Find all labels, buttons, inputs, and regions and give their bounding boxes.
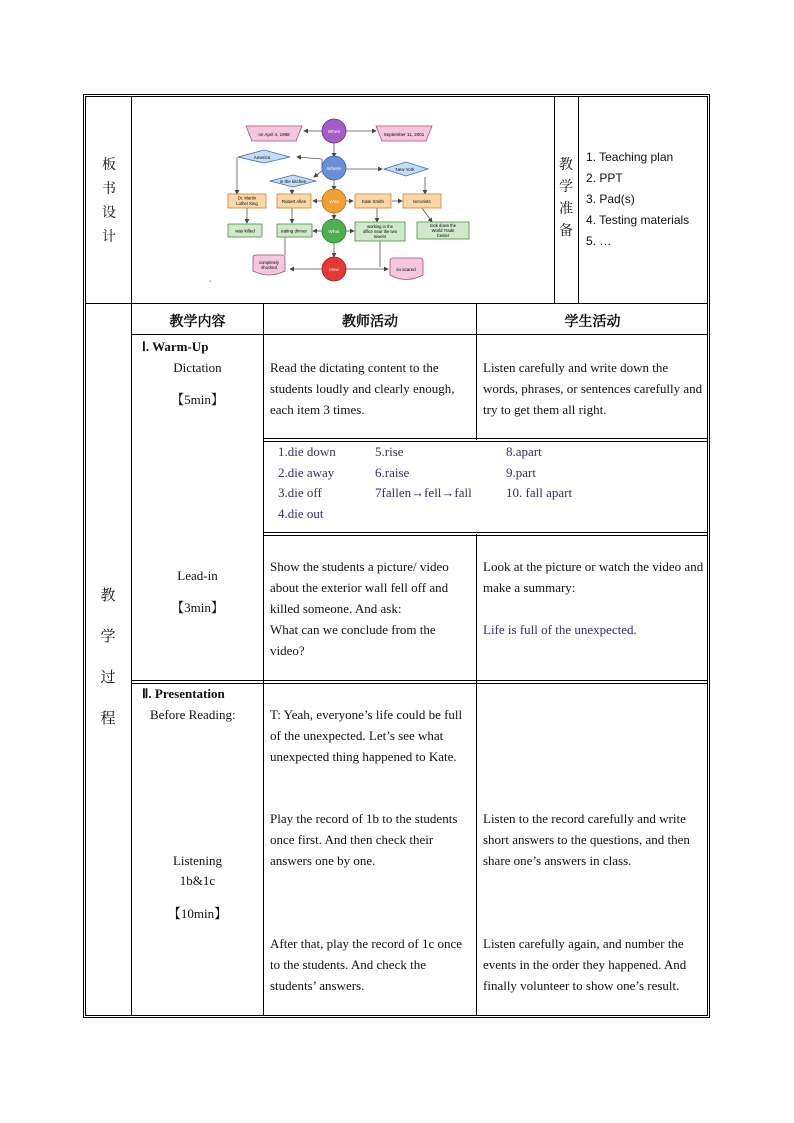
act4-line3: Center	[436, 233, 450, 238]
word-item: 5.rise	[375, 444, 404, 459]
presentation-title: Ⅱ. Presentation	[142, 686, 225, 701]
prep-item: 3. Pad(s)	[586, 192, 635, 206]
where-node: Where	[326, 167, 342, 172]
word-item: 7fallen→fell→fall	[375, 485, 472, 500]
presentation-teacher-1: T: Yeah, everyone’s life could be full of the unexpected. Let’s see what unexpected thing happened to Kate.	[270, 707, 463, 764]
dictation-time: 【5min】	[171, 392, 224, 407]
word-item: 2.die away	[278, 464, 335, 480]
word-item: 6.raise	[375, 464, 410, 480]
act4-line2: World Trade	[431, 228, 455, 233]
feel1-line1: completely	[258, 260, 280, 265]
when-node: When	[327, 130, 341, 135]
date1: on April 4, 1968	[258, 132, 290, 137]
header-student: 学生活动	[564, 314, 621, 330]
who-node: Who	[329, 200, 339, 205]
word-item: 10. fall apart	[506, 485, 573, 500]
feel1-line2: shocked	[261, 265, 277, 270]
what-node: What	[328, 230, 340, 235]
word-list-col2	[375, 442, 500, 504]
act4-line1: took down the	[429, 223, 457, 228]
act3-line1: working in the	[367, 224, 393, 229]
leadin-student-activity: Look at the picture or watch the video and make a summary: Life is full of the unexpected.	[483, 556, 705, 640]
presentation-student-2: Listen to the record carefully and write short answers to the questions, and then share one’s answers in class.	[483, 811, 690, 868]
presentation-teacher-3: After that, play the record of 1c once to the students. And check the students’ answers.	[270, 936, 463, 993]
board-diagram	[132, 97, 554, 303]
leadin-teacher-activity: Show the students a picture/ video about the exterior wall fell off and killed someone. And ask: What can we conclude from the video?	[270, 559, 449, 658]
act1: was killed	[235, 228, 255, 234]
listening-time: 【10min】	[167, 906, 228, 921]
how-node: How	[329, 268, 339, 273]
prep-item: 4. Testing materials	[586, 213, 690, 227]
prep-item: 5. …	[586, 234, 612, 248]
word-item: 8.apart	[506, 444, 542, 459]
listening-label: Listening	[172, 853, 223, 868]
header-content: 教学内容	[169, 314, 226, 330]
place3: in the kitchen	[279, 179, 307, 184]
act2: eating dinner	[280, 228, 308, 234]
word-list-col1	[278, 442, 373, 524]
word-item: 3.die off	[278, 485, 322, 500]
preparation-label: 教 学 准 备	[559, 157, 573, 239]
warmup-teacher-activity: Read the dictating content to the students loudly and clearly enough, each item 3 times.	[270, 360, 455, 417]
leadin-time: 【3min】	[171, 600, 224, 615]
preparation-list	[586, 147, 704, 252]
person1-line1: Dr. Martin	[237, 195, 257, 201]
presentation-student-3: Listen carefully again, and number the events in the order they happened. And finally volunteer to show one’s result.	[483, 936, 687, 993]
word-item: 4.die out	[278, 505, 324, 521]
warmup-student-activity: Listen carefully and write down the words, phrases, or sentences carefully and try to get them all right.	[483, 360, 703, 417]
prep-item: 2. PPT	[586, 171, 623, 185]
place1: America	[253, 155, 271, 160]
prep-item: 1. Teaching plan	[586, 150, 674, 164]
person4: terrorists	[413, 199, 431, 204]
presentation-teacher-2: Play the record of 1b to the students once first. And then check their answers one by one.	[270, 811, 458, 868]
leadin-summary: Life is full of the unexpected.	[483, 622, 637, 637]
person2: Robert Allen	[281, 199, 307, 204]
warmup-title: Ⅰ. Warm-Up	[142, 339, 209, 354]
feel2: so scared	[396, 267, 416, 272]
act3-line3: towers	[373, 234, 387, 239]
place2: New York	[395, 167, 415, 172]
dictation-label: Dictation	[173, 360, 222, 375]
process-label: 教 学 过 程	[100, 586, 116, 727]
word-list-col3	[506, 442, 626, 504]
act3-line2: office near the two	[362, 229, 398, 234]
listening-items: 1b&1c	[179, 873, 216, 888]
person1-line2: Luther King	[236, 201, 258, 206]
tick-mark: `	[209, 280, 212, 289]
person3: Kate Smith	[361, 199, 385, 204]
board-design-label: 板 书 设 计	[102, 157, 116, 245]
before-reading-label: Before Reading:	[150, 707, 236, 722]
date2: September 11, 2001	[383, 132, 425, 137]
leadin-label: Lead-in	[177, 568, 218, 583]
word-item: 9.part	[506, 464, 536, 480]
word-item: 1.die down	[278, 444, 336, 459]
header-teacher: 教师活动	[342, 314, 398, 330]
